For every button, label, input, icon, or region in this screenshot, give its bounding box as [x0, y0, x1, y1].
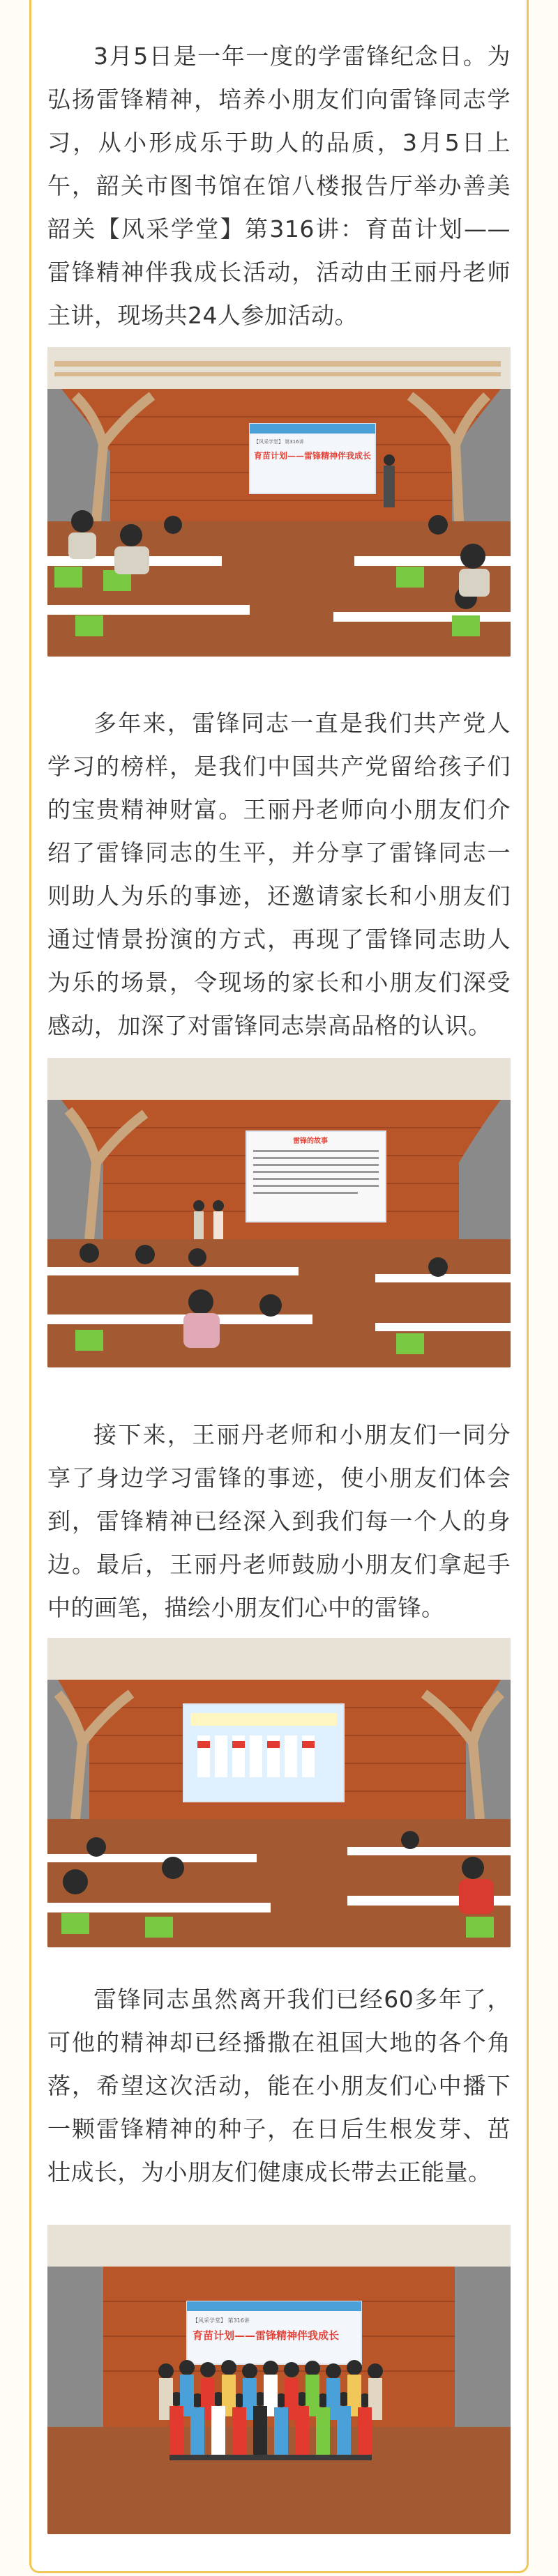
photo-classroom-lecture — [47, 347, 511, 657]
photo-group-picture — [47, 2225, 511, 2534]
photo-drawing-session — [47, 1638, 511, 1947]
photo-story-presentation — [47, 1058, 511, 1367]
screen-small-text: 【风采学堂】 第316讲 — [254, 439, 304, 445]
paragraph-intro: 3月5日是一年一度的学雷锋纪念日。为弘扬雷锋精神，培养小朋友们向雷锋同志学习，从小形成乐于助人的品质，3月5日上午，韶关市图书馆在馆八楼报告厅举办善美韶关【风采学堂】第316讲：育苗计划——雷锋精神伴我成长活动，活动由王丽丹老师主讲，现场共24人参加活动。 — [47, 43, 511, 329]
paragraph-history: 多年来，雷锋同志一直是我们共产党人学习的榜样，是我们中国共产党留给孩子们的宝贵精神财富。王丽丹老师向小朋友们介绍了雷锋同志的生平，并分享了雷锋同志一则助人为乐的事迹，还邀请家长和小朋友们通过情景扮演的方式，再现了雷锋同志助人为乐的场景，令现场的家长和小朋友们深受感动，加深了对雷锋同志崇高品格的认识。 — [47, 710, 511, 1039]
screen-title-text: 育苗计划——雷锋精神伴我成长 — [254, 451, 372, 461]
screen-title-text: 雷锋的故事 — [293, 1137, 328, 1145]
paragraph-sharing: 接下来，王丽丹老师和小朋友们一同分享了身边学习雷锋的事迹，使小朋友们体会到，雷锋精神已经深入到我们每一个人的身边。最后，王丽丹老师鼓励小朋友们拿起手中的画笔，描绘小朋友们心中的雷锋。 — [47, 1421, 511, 1621]
screen-small-text: 【风采学堂】 第316讲 — [193, 2317, 250, 2324]
paragraph-closing: 雷锋同志虽然离开我们已经60多年了，可他的精神却已经播撒在祖国大地的各个角落，希望这次活动，能在小朋友们心中播下一颗雷锋精神的种子，在日后生根发芽、茁壮成长，为小朋友们健康成长带去正能量。 — [47, 1986, 511, 2186]
screen-title-text: 育苗计划——雷锋精神伴我成长 — [193, 2329, 340, 2342]
